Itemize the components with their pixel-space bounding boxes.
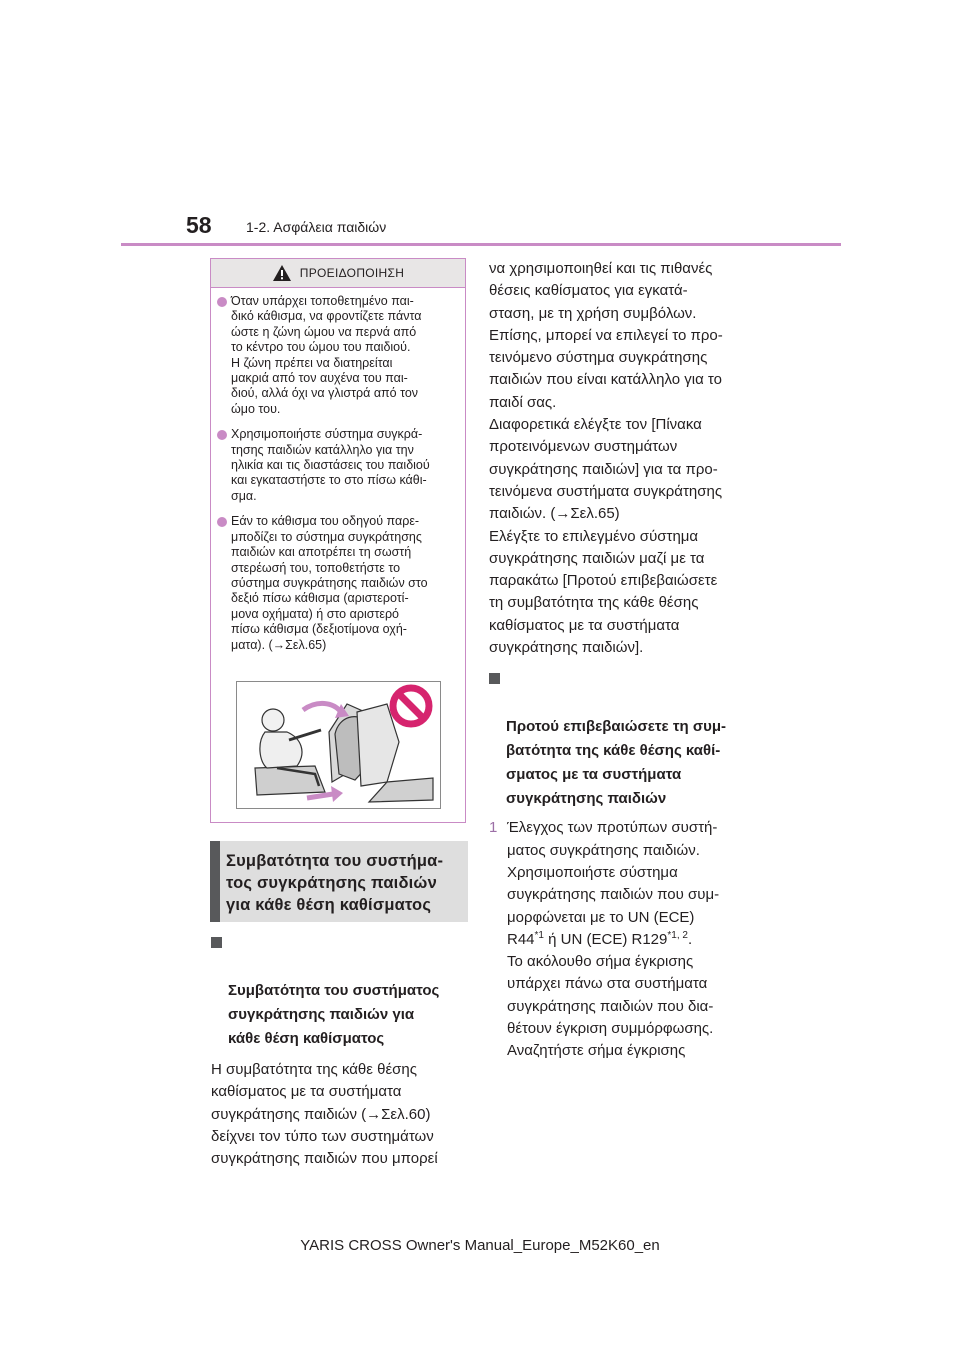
- subheading-text: Συμβατότητα του συστήματος συγκράτησης παιδιών για κάθε θέση καθίσματος: [228, 982, 440, 1047]
- step-item: [489, 817, 759, 1062]
- page-number: 58: [186, 212, 212, 238]
- child-seat-interference-drawing: [237, 682, 440, 808]
- footnote-marker: *1, 2: [667, 929, 688, 941]
- warning-item-text: Όταν υπάρχει τοποθετημένο παι- δικό κάθισμα, να φροντίζετε πάντα ώστε η ζώνη ώμου να περνά από το κέντρο του ώμου του παιδιού. Η ζώνη πρέπει να διατηρείται μακριά από τον αυχένα του παι- διού, αλλά όχι να γλιστρά από τον ώμο του.: [231, 294, 422, 416]
- bullet-icon: [217, 517, 227, 527]
- warning-item: [217, 514, 457, 653]
- step-text-part: ή UN (ECE) R129: [543, 930, 668, 948]
- warning-item-text: Εάν το κάθισμα του οδηγού παρε- μποδίζει το σύστημα συγκράτησης παιδιών και αποτρέπει τη σωστή στερέωσή του, τοποθετήστε το σύστημα συγκράτησης παιδιών στο δεξιό πίσω κάθισμα (αριστεροτί- μονα οχήματα) ή στο αριστερό πίσω κάθισμα (δεξιοτίμονα οχή- ματα). (→Σελ.65): [231, 514, 428, 652]
- left-column: [211, 931, 467, 1170]
- footer-text: YARIS CROSS Owner's Manual_Europe_M52K60_en: [300, 1237, 660, 1254]
- step-text-part: Έλεγχος των προτύπων συστή- ματος συγκράτησης παιδιών. Χρησιμοποιήστε σύστημα συγκράτησης παιδιών που συμ- μορφώνεται με το UN (ECE) R44: [507, 819, 720, 948]
- square-bullet-icon: [211, 937, 222, 948]
- car-seat-illustration: [236, 681, 441, 809]
- right-column: [489, 258, 759, 1063]
- compatibility-section-title: Συμβατότητα του συστήμα- τος συγκράτησης παιδιών για κάθε θέση καθίσματος: [210, 841, 468, 922]
- step-number: 1: [489, 819, 498, 837]
- step-text-part: . Το ακόλουθο σήμα έγκρισης υπάρχει πάνω στα συστήματα συγκράτησης παιδιών που δια- θέτουν έγκριση συμμόρφωσης. Αναζητήστε σήμα έγκρισης: [507, 930, 714, 1060]
- header-rule: [121, 243, 841, 246]
- warning-triangle-icon: [272, 264, 292, 282]
- compatibility-paragraph: Η συμβατότητα της κάθε θέσης καθίσματος με τα συστήματα συγκράτησης παιδιών (→Σελ.60) δείχνει τον τύπο των συστημάτων συγκράτησης παιδιών που μπορεί: [211, 1061, 438, 1168]
- square-bullet-icon: [489, 673, 500, 684]
- before-confirming-subheading: [489, 667, 759, 811]
- bullet-icon: [217, 430, 227, 440]
- continued-paragraph: να χρησιμοποιηθεί και τις πιθανές θέσεις καθίσματος για εγκατά- σταση, με τη χρήση συμβόλων. Επίσης, μπορεί να επιλεγεί το προ- τεινόμενο σύστημα συγκράτησης παιδιών που είναι κατάλληλο για το παιδί σας. Διαφορετικά ελέγξτε τον [Πίνακα προτεινόμενων συστημάτων συγκράτησης παιδιών] για τα προ- τεινόμενα συστήματα συγκράτησης παιδιών. (→Σελ.65) Ελέγξτε το επιλεγμένο σύστημα συγκράτησης παιδιών μαζί με τα παρακάτω [Προτού επιβεβαιώσετε τη συμβατότητα της κάθε θέσης καθίσματος με τα συστήματα συγκράτησης παιδιών].: [489, 260, 723, 657]
- section-title: 1-2. Ασφάλεια παιδιών: [246, 219, 387, 235]
- footnote-marker: *1: [534, 929, 544, 941]
- warning-title: ΠΡΟΕΙΔΟΠΟΙΗΣΗ: [299, 266, 405, 280]
- step-text: [507, 817, 759, 1062]
- warning-item: [217, 427, 457, 504]
- warning-item-text: Χρησιμοποιήστε σύστημα συγκρά- τησης παιδιών κατάλληλο για την ηλικία και τις διαστάσεις του παιδιού και εγκαταστήστε το στο πίσω κάθι- σμα.: [231, 427, 430, 503]
- warning-header: [211, 259, 465, 288]
- bullet-icon: [217, 297, 227, 307]
- warning-item: [217, 294, 457, 417]
- warning-items: [211, 288, 465, 653]
- subheading-text: Προτού επιβεβαιώσετε τη συμ- βατότητα της κάθε θέσης καθί- σματος με τα συστήματα συγκράτησης παιδιών: [506, 718, 727, 808]
- compatibility-subheading: [211, 931, 467, 1051]
